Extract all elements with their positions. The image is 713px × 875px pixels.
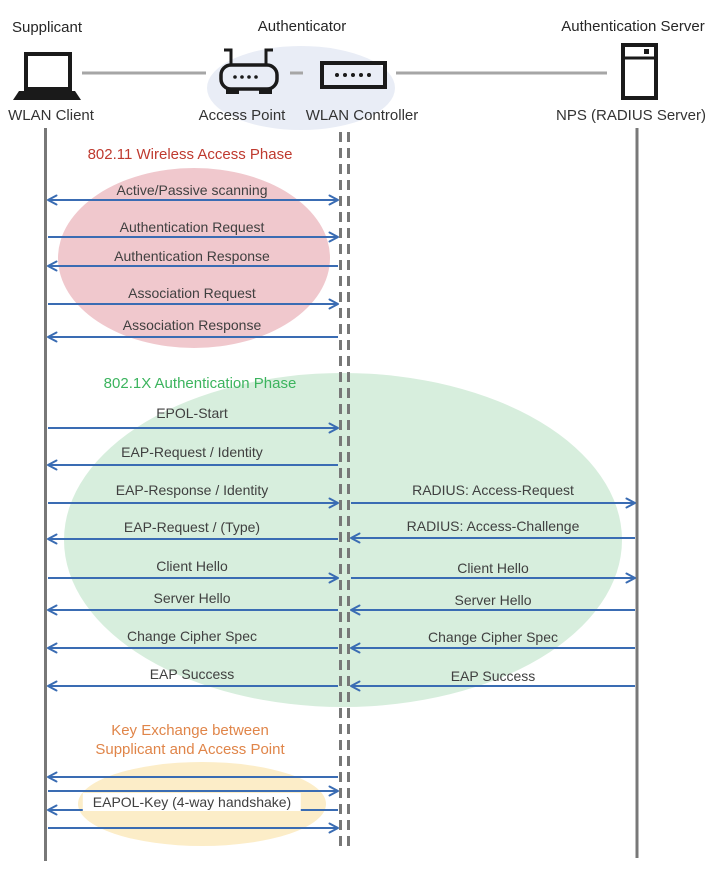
actor-supplicant-role: Supplicant — [11, 19, 83, 36]
device-label-access-point: Access Point — [198, 107, 286, 124]
message-label: EAP Success — [149, 666, 235, 682]
device-label-wlan-controller: WLAN Controller — [305, 107, 419, 124]
server-icon — [623, 45, 656, 98]
message-label: EAPOL-Key (4-way handshake) — [83, 793, 301, 811]
phase-title-key-exchange-line2: Supplicant and Access Point — [95, 741, 285, 758]
actor-authenticator-role: Authenticator — [257, 18, 347, 35]
message-label: EAP-Request / (Type) — [123, 519, 261, 535]
phase-title-80211: 802.11 Wireless Access Phase — [87, 146, 293, 163]
message-label: Client Hello — [156, 558, 228, 574]
message-label: RADIUS: Access-Request — [412, 482, 574, 498]
message-label: Association Request — [128, 285, 256, 301]
device-label-nps: NPS (RADIUS Server) — [555, 107, 707, 124]
message-label: Authentication Response — [114, 248, 270, 264]
message-label: Authentication Request — [119, 219, 265, 235]
actor-auth-server-role: Authentication Server — [561, 18, 705, 35]
phase-title-8021x: 802.1X Authentication Phase — [103, 375, 297, 392]
message-label: Client Hello — [457, 560, 529, 576]
message-label: Server Hello — [454, 592, 532, 608]
message-label: Change Cipher Spec — [127, 628, 257, 644]
message-label: Active/Passive scanning — [116, 182, 268, 198]
message-label: Association Response — [122, 317, 262, 333]
message-label: RADIUS: Access-Challenge — [406, 518, 580, 534]
message-label: Change Cipher Spec — [428, 629, 558, 645]
message-label: EAP Success — [450, 668, 536, 684]
message-label: Server Hello — [153, 590, 231, 606]
message-label: EPOL-Start — [156, 405, 228, 421]
phase-title-key-exchange-line1: Key Exchange between — [111, 722, 269, 739]
message-label: EAP-Request / Identity — [121, 444, 263, 460]
message-label: EAP-Response / Identity — [115, 482, 269, 498]
device-label-wlan-client: WLAN Client — [8, 107, 94, 124]
laptop-icon — [13, 54, 81, 100]
